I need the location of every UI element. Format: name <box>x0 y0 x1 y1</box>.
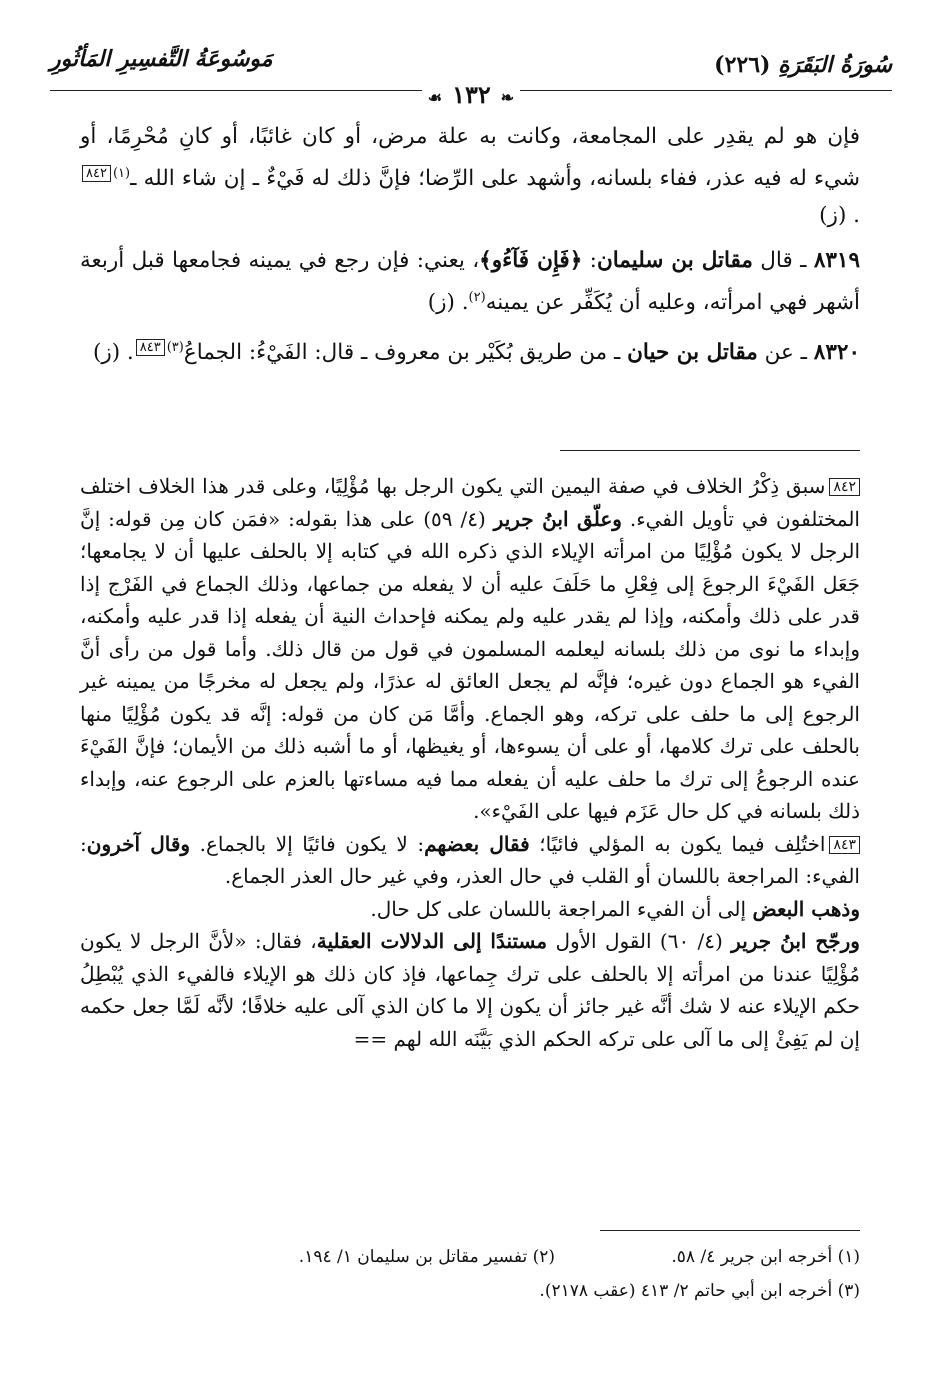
commentary-notes <box>80 470 860 1055</box>
footnote-ref: (٣) <box>166 340 184 356</box>
footnote-row <box>80 1240 860 1274</box>
note-number-box: ٨٤٣ <box>829 836 860 854</box>
main-text <box>80 118 860 377</box>
footnote-2: (٢) تفسير مقاتل بن سليمان ١/ ١٩٤. <box>298 1247 555 1267</box>
note-ref-box: ٨٤٣ <box>136 339 165 356</box>
footnote-3: (٣) أخرجه ابن أبي حاتم ٢/ ٤١٣ (عقب ٢١٧٨). <box>539 1281 860 1301</box>
ornament-icon: ❧ <box>495 88 520 107</box>
narration-number: ٨٣١٩ <box>813 248 861 274</box>
footnotes-separator <box>600 1230 860 1231</box>
surah-name: سُورَةُ البَقَرَةِ <box>778 52 892 78</box>
note-843-cont: وذهب البعض إلى أن الفيء المراجعة باللسان على كل حال. <box>370 896 860 921</box>
ornament-icon: ☙ <box>422 88 448 107</box>
footnote-1: (١) أخرجه ابن جرير ٤/ ٥٨. <box>671 1247 860 1267</box>
narration-8319: ٨٣١٩ ـ قال مقاتل بن سليمان: ﴿فَإِن فَآءُو﴾، يعني: فإن رجع في يمينه فجامعها قبل أربعة أشهر فهي امرأته، وعليه أن يُكَفِّر عن يمينه$^{(٢)}$. (ز) <box>80 248 861 316</box>
page-number-block <box>50 80 892 109</box>
narrator-name: مقاتل بن سليمان <box>596 248 753 274</box>
note-843: ٨٤٣اختُلِف فيما يكون به المؤلي فائيًا؛ فقال بعضهم: لا يكون فائيًا إلا بالجماع. وقال آخرون: الفيء: المراجعة باللسان أو القلب في حال العذر، وفي غير حال العذر الجماع. <box>80 831 860 888</box>
page-header <box>50 38 892 109</box>
narration-number: ٨٣٢٠ <box>813 340 860 366</box>
quran-quote: ﴿فَإِن فَآءُو﴾ <box>479 248 583 274</box>
narration-8320: ٨٣٢٠ ـ عن مقاتل بن حيان ـ من طريق بُكَيْر بن معروف ـ قال: الفَيْءُ: الجماعُ$^{(٣)}$٨٤٣. (ز) <box>92 340 860 366</box>
verse-number: (٢٢٦) <box>714 52 771 78</box>
surah-heading <box>714 52 892 78</box>
narrator-name: مقاتل بن حيان <box>627 340 758 366</box>
footnote-ref: (١) <box>112 166 131 181</box>
footnote-ref: (٢) <box>468 290 486 306</box>
notes-separator <box>560 450 860 451</box>
note-ref-box: ٨٤٢ <box>82 165 111 182</box>
book-title: مَوسُوعَةُ التَّفسِيرِ المَأثُورِ <box>50 46 273 72</box>
note-843-tarjih: ورجّح ابنُ جرير (٤/ ٦٠) القول الأول مستندًا إلى الدلالات العقلية، فقال: «لأنَّ الرجل لا يكون مُؤْلِيًا عندنا من امرأته إلا بالحلف على ترك جِماعها، فإذ كان ذلك هو الإيلاء فالفيء الذي يُبْطِلُ حكم الإيلاء عنه لا شك أنَّه غير جائز أن يكون إلا ما كان الذي آلى عليه خلافًا؛ لأنَّه لَمَّا جعل حكمه إن لم يَفِئْ إلى ما آلى على تركه الحكم الذي بَيَّنَه الله لهم == <box>80 929 860 1051</box>
paragraph-continuation: فإن هو لم يقدِر على المجامعة، وكانت به علة مرض، أو كان غائبًا، أو كانِ مُحْرِمًا، أو شيء له فيه عذر، ففاء بلسانه، وأشهد على الرِّضا؛ فإنَّ ذلك له فَيْءٌ ـ إن شاء الله ـ$^{(١)}$٨٤٢. (ز) <box>80 124 860 229</box>
footnotes <box>80 1240 860 1308</box>
note-842: ٨٤٢سبق ذِكْرُ الخلاف في صفة اليمين التي يكون الرجل بها مُؤْلِيًا، وعلى قدر هذا الخلاف اختلف المختلفون في تأويل الفيء. وعلّق ابنُ جرير (٤/ ٥٩) على هذا بقوله: «فمَن كان مِن قوله: إنَّ الرجل لا يكون مُؤْلِيًا من امرأته الإيلاء الذي ذكره الله في كتابه إلا بالحلف عليها أن لا يجامعها؛ جَعَل الفَيْءَ الرجوعَ إلى فِعْلِ ما حَلَفَ عليه أن لا يفعله من جماعها، وذلك الجماع في الفَرْج إذا قدر على ذلك وأمكنه، وإذا لم يقدر عليه ولم يمكنه فإحداث النية أن يفعله إذا قدر عليه وأمكنه، وإبداء ما نوى من ذلك بلسانه ليعلمه المسلمون في قول من قال ذلك. وأما قول من رأى أنَّ الفيء هو الجماع دون غيره؛ فإنَّه لم يجعل العائق له عذرًا، ولم يجعل له مخرجًا من يمينه غير الرجوع إلى ما حلف على تركه، وهو الجماع. وأمَّا مَن كان من قوله: إنَّه قد يكون مُؤْلِيًا منها بالحلف على ترك كلامها، أو على أن يسوءها، أو يغيظها، أو ما أشبه ذلك من الأيمان؛ فإنَّ الفَيْءَ عنده الرجوعُ إلى ترك ما حلف عليه أن يفعله مما فيه مساءتها بالعزم على الرجوع عنه، وإبداء ذلك بلسانه في كل حال عَزَم فيها على الفَيْء». <box>80 474 861 823</box>
page-number: ١٣٢ <box>448 80 495 109</box>
note-number-box: ٨٤٢ <box>829 478 860 496</box>
